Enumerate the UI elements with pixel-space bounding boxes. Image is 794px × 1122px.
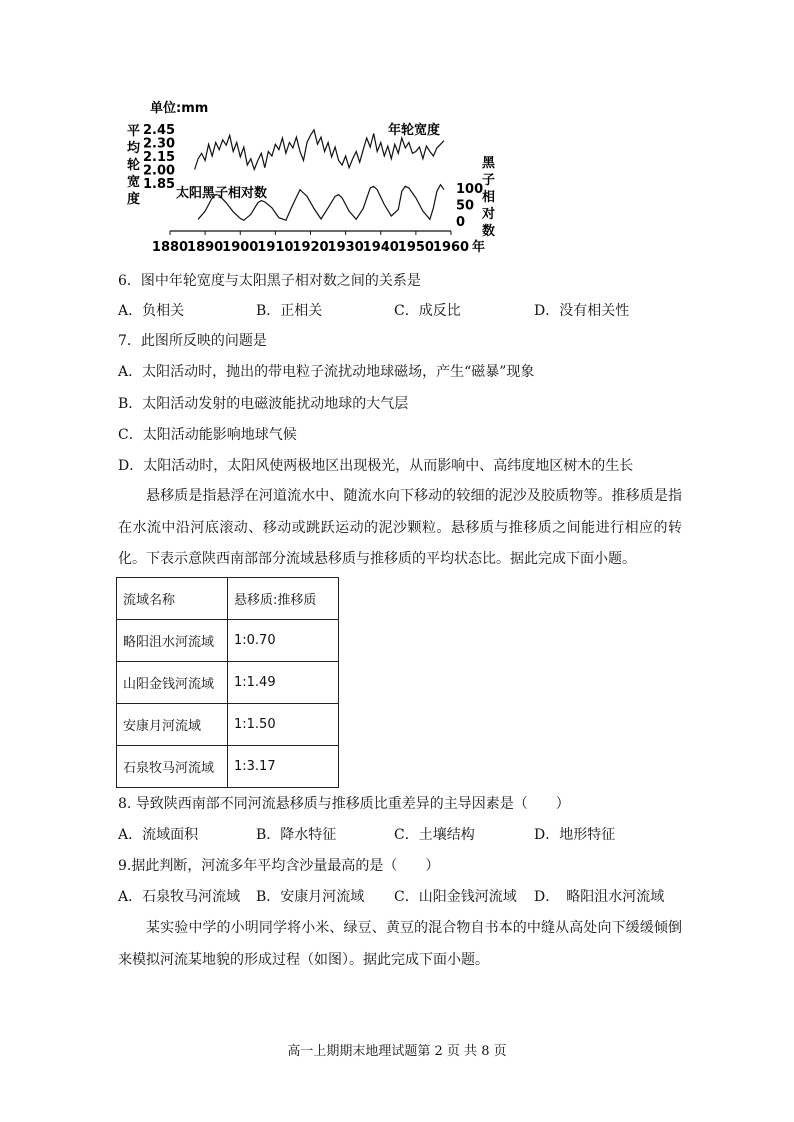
q6-option-b[interactable]: B．正相关	[256, 303, 323, 319]
unit-label: 单位:mm	[150, 101, 209, 116]
left-axis-label-char: 度	[127, 192, 141, 207]
q8-option-c[interactable]: C．土壤结构	[394, 827, 475, 843]
x-tick-label: 1920	[292, 240, 329, 255]
q7-option-c[interactable]: C．太阳活动能影响地球气候	[118, 427, 297, 443]
left-tick-label: 2.00	[143, 163, 176, 179]
left-axis-label-char: 均	[127, 141, 141, 156]
table-cell-basin: 山阳金钱河流域	[117, 662, 228, 704]
q9-option-a[interactable]: A．石泉牧马河流域	[118, 889, 241, 905]
right-axis-ticks	[456, 182, 483, 230]
right-axis-label-char: 数	[482, 224, 496, 239]
left-axis-label-char: 平	[127, 124, 141, 139]
table-row	[117, 704, 339, 746]
q8-option-a[interactable]: A．流域面积	[118, 827, 199, 843]
left-tick-label: 2.30	[143, 136, 176, 152]
q8-option-b[interactable]: B．降水特征	[256, 827, 337, 843]
series-label-sunspot: 太阳黑子相对数	[176, 186, 268, 201]
x-tick-label: 1900	[222, 240, 259, 255]
q6-stem: 6．图中年轮宽度与太阳黑子相对数之间的关系是	[118, 273, 421, 289]
series-label-tree-ring: 年轮宽度	[388, 123, 441, 138]
x-tick-label: 1950	[397, 240, 434, 255]
tree-ring-sunspot-chart	[120, 95, 520, 255]
left-tick-label: 2.15	[143, 150, 176, 165]
left-tick-label: 2.45	[143, 123, 176, 138]
right-axis-label-char: 子	[482, 173, 496, 188]
q7-stem: 7．此图所反映的问题是	[118, 333, 267, 349]
table-cell-basin: 石泉牧马河流域	[117, 746, 228, 788]
q7-option-a[interactable]: A．太阳活动时，抛出的带电粒子流扰动地球磁场，产生“磁暴”现象	[118, 364, 535, 380]
table-header-row	[117, 578, 339, 620]
page-footer: 高一上期期末地理试题第 2 页 共 8 页	[287, 1044, 507, 1059]
table-header-cell: 流域名称	[117, 578, 228, 620]
left-axis-label-char: 宽	[127, 175, 141, 190]
table-row	[117, 620, 339, 662]
q9-option-d[interactable]: D． 略阳沮水河流域	[534, 889, 665, 905]
left-axis-label-char: 轮	[127, 158, 141, 173]
right-axis-label	[481, 156, 496, 239]
q6-options	[118, 301, 678, 321]
x-tick-label: 1890	[187, 240, 224, 255]
right-tick-label: 100	[456, 182, 484, 197]
passage-sediment: 悬移质是指悬浮在河道流水中、随流水向下移动的较细的泥沙及胶质物等。推移质是指在水流中沿河底滚动、移动或跳跃运动的泥沙颗粒。悬移质与推移质之间能进行相应的转化。下表示意陕西南部部分流域悬移质与推移质的平均状态比。据此完成下面小题。	[118, 488, 682, 567]
sediment-ratio-table	[116, 577, 339, 788]
q9-option-c[interactable]: C．山阳金钱河流域	[394, 889, 517, 905]
right-axis-label-char: 黑	[482, 156, 496, 171]
q6-option-d[interactable]: D．没有相关性	[534, 303, 630, 319]
table-cell-basin: 略阳沮水河流域	[117, 620, 228, 662]
q9-stem: 9.据此判断，河流多年平均含沙量最高的是（ ）	[118, 858, 440, 874]
table-row	[117, 746, 339, 788]
q7-option-b[interactable]: B．太阳活动发射的电磁波能扰动地球的大气层	[118, 396, 409, 412]
passage-experiment: 某实验中学的小明同学将小米、绿豆、黄豆的混合物自书本的中缝从高处向下缓缓倾倒来模拟河流某地貌的形成过程（如图）。据此完成下面小题。	[118, 920, 682, 968]
x-tick-label: 1910	[257, 240, 294, 255]
q7-option-d[interactable]: D．太阳活动时，太阳风使两极地区出现极光，从而影响中、高纬度地区树木的生长	[118, 458, 634, 474]
x-tick-label: 1960	[432, 240, 470, 255]
left-axis-label	[127, 123, 141, 207]
right-tick-label: 0	[456, 215, 466, 230]
left-tick-label: 1.85	[143, 177, 176, 192]
table-header-cell: 悬移质:推移质	[228, 578, 339, 620]
table-cell-ratio: 1:0.70	[228, 620, 339, 662]
table-row	[117, 662, 339, 704]
x-tick-label: 1940	[362, 240, 399, 255]
q6-option-c[interactable]: C．成反比	[394, 303, 461, 319]
q8-stem: 8. 导致陕西南部不同河流悬移质与推移质比重差异的主导因素是（ ）	[118, 796, 570, 812]
x-axis-ticks	[152, 231, 485, 255]
table-cell-ratio: 1:1.50	[228, 704, 339, 746]
right-axis-label-char: 相	[482, 190, 496, 205]
x-tick-label: 1930	[327, 240, 364, 255]
right-tick-label: 50	[456, 198, 475, 214]
q9-option-b[interactable]: B．安康月河流域	[256, 889, 365, 905]
x-axis-unit: 年	[472, 240, 486, 255]
table-cell-ratio: 1:3.17	[228, 746, 339, 788]
q8-option-d[interactable]: D．地形特征	[534, 827, 616, 843]
x-tick-label: 1880	[151, 240, 189, 255]
table-cell-ratio: 1:1.49	[228, 662, 339, 704]
q6-option-a[interactable]: A．负相关	[118, 303, 185, 319]
right-axis-label-char: 对	[482, 207, 496, 222]
table-cell-basin: 安康月河流域	[117, 704, 228, 746]
q8-options	[118, 825, 678, 845]
q9-options	[118, 887, 678, 907]
left-axis-ticks	[143, 123, 175, 192]
